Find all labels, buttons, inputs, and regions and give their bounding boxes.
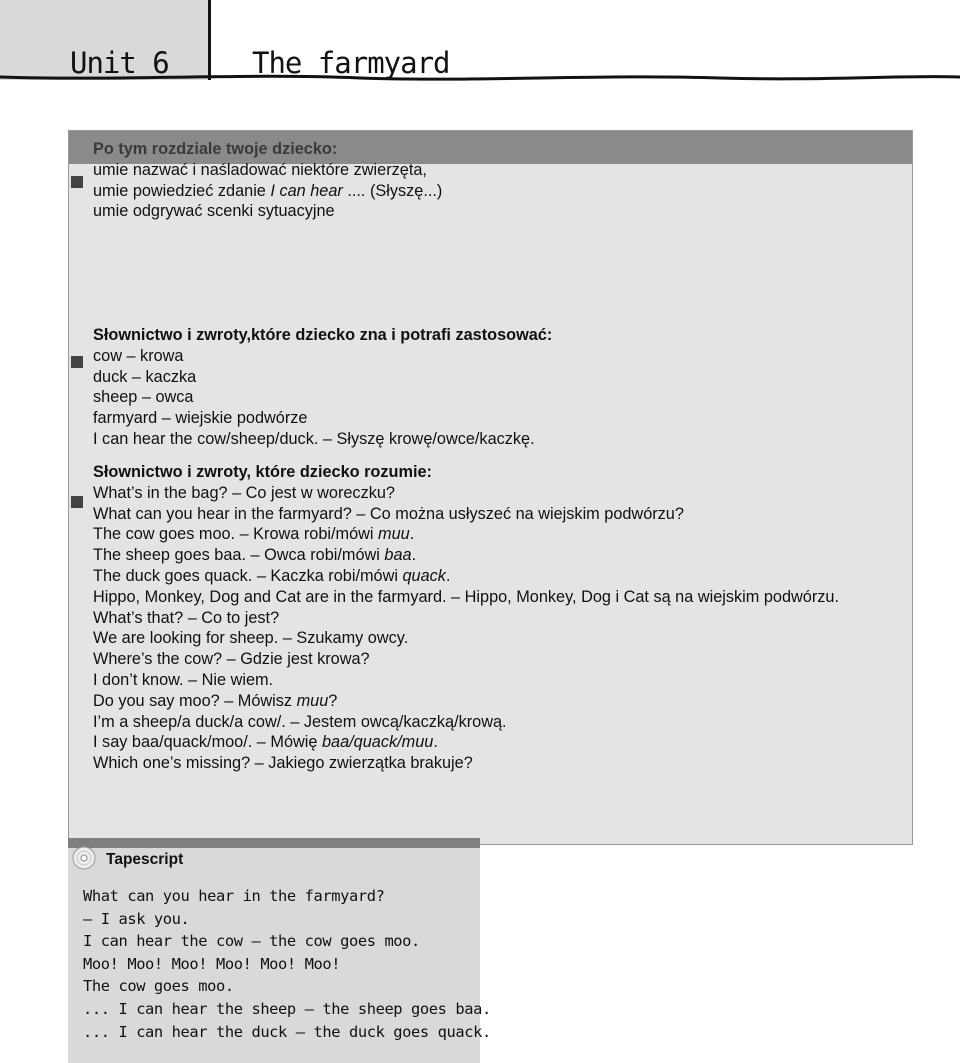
section-heading: Słownictwo i zwroty,które dziecko zna i potrafi zastosować: bbox=[93, 326, 553, 344]
list-item-text: ? bbox=[328, 691, 338, 710]
list-item-text: . bbox=[445, 566, 451, 585]
bullet-square-icon bbox=[71, 356, 83, 368]
tapescript-line: The cow goes moo. bbox=[83, 977, 234, 996]
tapescript-lines bbox=[83, 885, 491, 1043]
list-item bbox=[93, 670, 853, 691]
list-item-text: Do you say moo? – Mówisz bbox=[93, 691, 297, 710]
tapescript-line: ... I can hear the duck – the duck goes quack. bbox=[83, 1022, 491, 1041]
list-item-text: cow – krowa bbox=[93, 346, 184, 365]
cd-icon bbox=[72, 846, 96, 870]
list-item bbox=[93, 628, 853, 649]
list-item-text: umie nazwać i naśladować niektóre zwierzęta, bbox=[93, 160, 427, 179]
list-item bbox=[93, 387, 552, 408]
list-item bbox=[93, 181, 442, 202]
list-item-text: . bbox=[411, 546, 417, 565]
vocab-active-list bbox=[93, 346, 552, 450]
list-item bbox=[93, 545, 853, 566]
list-item bbox=[93, 649, 853, 670]
list-item bbox=[93, 524, 853, 545]
tapescript-line: Moo! Moo! Moo! Moo! Moo! Moo! bbox=[83, 954, 341, 973]
bullet-square-icon bbox=[71, 176, 83, 188]
bullet-square-icon bbox=[71, 496, 83, 508]
tapescript-title: Tapescript bbox=[106, 851, 184, 868]
list-item-text: The sheep goes baa. – Owca robi/mówi bbox=[93, 546, 385, 565]
tapescript-line: – I ask you. bbox=[83, 909, 190, 928]
vocab-passive-list bbox=[93, 483, 853, 774]
list-item-text: . bbox=[433, 733, 438, 752]
list-item bbox=[93, 429, 552, 450]
section-vocab-passive bbox=[93, 462, 853, 774]
list-item-italic: baa/quack/muu bbox=[321, 733, 434, 752]
tapescript-line: I can hear the cow – the cow goes moo. bbox=[83, 932, 420, 951]
tapescript-line: ... I can hear the sheep – the sheep goes baa. bbox=[83, 999, 491, 1018]
list-item-text: The duck goes quack. – Kaczka robi/mówi bbox=[93, 566, 403, 585]
page-title: The farmyard bbox=[252, 46, 450, 80]
section-heading: Po tym rozdziale twoje dziecko: bbox=[93, 140, 338, 158]
list-item bbox=[93, 504, 853, 525]
list-item-text: Hippo, Monkey, Dog and Cat are in the farmyard. – Hippo, Monkey, Dog i Cat są na wiejskim podwórzu. bbox=[93, 587, 839, 606]
tapescript-box bbox=[68, 838, 491, 1063]
list-item-text: duck – kaczka bbox=[93, 367, 197, 386]
list-item bbox=[93, 160, 442, 181]
list-item-text: I say baa/quack/moo/. – Mówię bbox=[93, 733, 322, 752]
section-heading: Słownictwo i zwroty, które dziecko rozumie: bbox=[93, 463, 432, 481]
list-item-text: umie odgrywać scenki sytuacyjne bbox=[93, 202, 335, 221]
list-item-text: I’m a sheep/a duck/a cow/. – Jestem owcą/kaczką/krową. bbox=[93, 712, 507, 731]
list-item-text: I can hear the cow/sheep/duck. – Słyszę krowę/owce/kaczkę. bbox=[93, 429, 535, 448]
list-item bbox=[93, 587, 853, 608]
unit-info-box bbox=[68, 130, 913, 845]
list-item-italic: I can hear bbox=[270, 181, 343, 200]
list-item-text: .... (Słyszę...) bbox=[342, 181, 443, 200]
list-item bbox=[93, 732, 853, 753]
list-item bbox=[93, 483, 853, 504]
list-item-text: What can you hear in the farmyard? – Co można usłyszeć na wiejskim podwórzu? bbox=[93, 504, 684, 523]
list-item bbox=[93, 566, 853, 587]
list-item-text: What’s in the bag? – Co jest w woreczku? bbox=[93, 483, 395, 502]
list-item bbox=[93, 712, 853, 733]
list-item bbox=[93, 408, 552, 429]
list-item bbox=[93, 691, 853, 712]
list-item-italic: muu bbox=[296, 691, 329, 710]
list-item-text: Which one’s missing? – Jakiego zwierzątka brakuje? bbox=[93, 754, 473, 773]
list-item-text: sheep – owca bbox=[93, 388, 194, 407]
list-item bbox=[93, 346, 552, 367]
list-item-text: farmyard – wiejskie podwórze bbox=[93, 409, 308, 428]
list-item-text: I don’t know. – Nie wiem. bbox=[93, 670, 274, 689]
section-vocab-active bbox=[93, 325, 552, 450]
unit-label: Unit 6 bbox=[70, 46, 169, 80]
list-item-text: We are looking for sheep. – Szukamy owcy. bbox=[93, 629, 409, 648]
list-item bbox=[93, 201, 442, 222]
list-item-italic: muu bbox=[378, 525, 410, 544]
list-item bbox=[93, 367, 552, 388]
list-item bbox=[93, 608, 853, 629]
list-item-italic: baa bbox=[384, 546, 412, 565]
list-item-text: The cow goes moo. – Krowa robi/mówi bbox=[93, 525, 379, 544]
section-outcomes bbox=[93, 139, 442, 222]
list-item-text: umie powiedzieć zdanie bbox=[93, 181, 271, 200]
tapescript-header-bar bbox=[68, 838, 480, 848]
list-item-text: Where’s the cow? – Gdzie jest krowa? bbox=[93, 650, 370, 669]
list-item bbox=[93, 753, 853, 774]
outcomes-list bbox=[93, 160, 442, 222]
list-item-italic: quack bbox=[402, 566, 446, 585]
list-item-text: What’s that? – Co to jest? bbox=[93, 608, 280, 627]
list-item-text: . bbox=[409, 525, 415, 544]
tapescript-line: What can you hear in the farmyard? bbox=[83, 887, 385, 905]
